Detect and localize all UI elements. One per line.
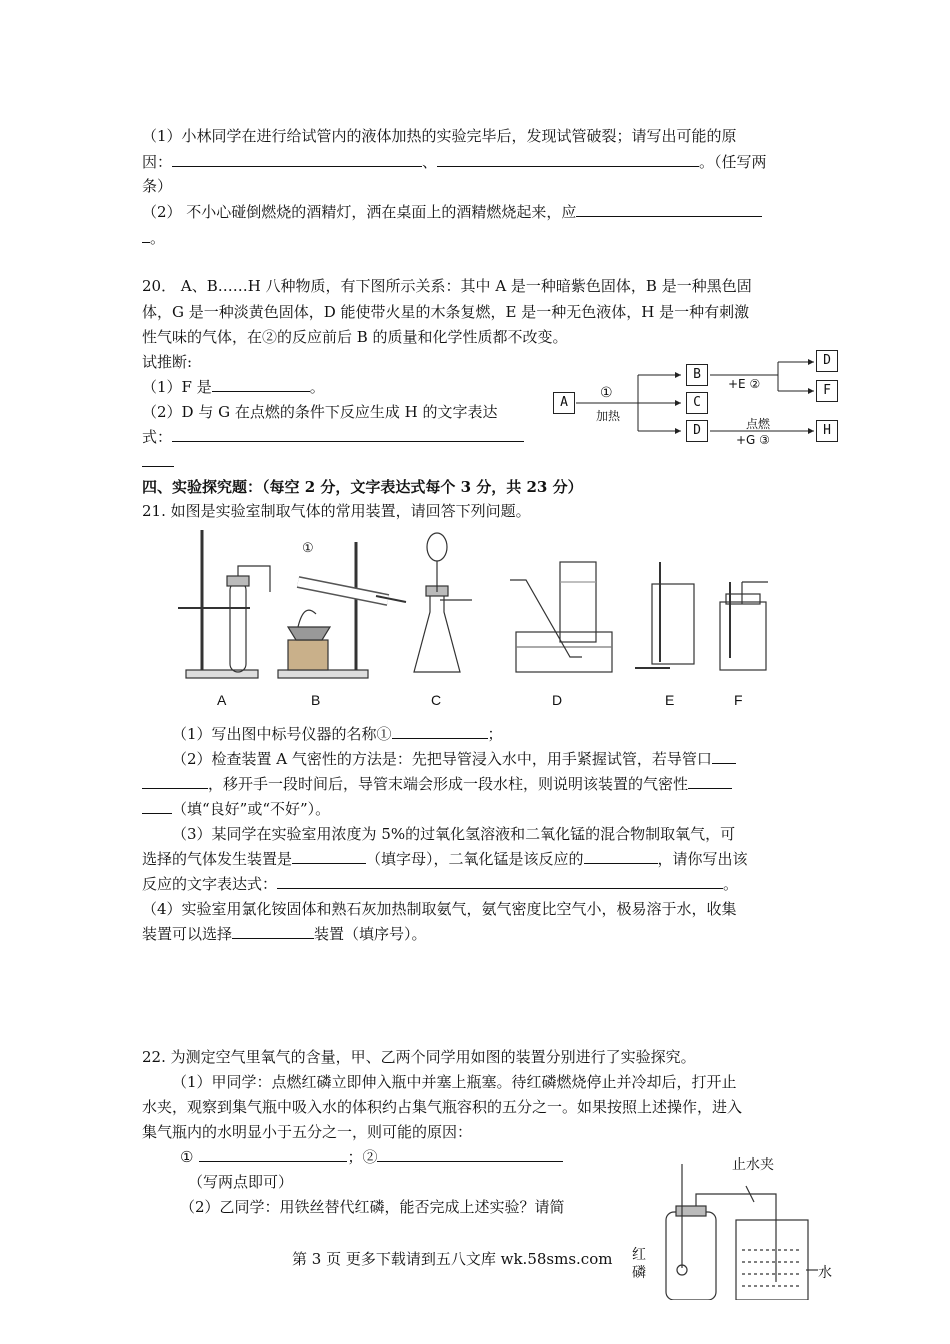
ignite-label: 点燃 (746, 417, 771, 431)
node-c: C (686, 392, 708, 414)
q21-p3-text-b: （填字母），二氧化锰是该反应的 (366, 850, 584, 868)
q19-separator: 、 (422, 153, 438, 171)
clip-label: 止水夹 (732, 1157, 774, 1173)
q21-p2-text2: ，移开手一段时间后，导管末端会形成一段水柱，则说明该装置的气密性 (208, 775, 689, 793)
page-footer: 第 3 页 更多下载请到五八文库 wk.58sms.com (292, 1250, 613, 1268)
q20-line3: 性气味的气体，在②的反应前后 B 的质量和化学性质都不改变。 (142, 328, 568, 346)
q21-apparatus-figure (170, 522, 780, 690)
q21-part4-line2 (142, 924, 427, 944)
q21-part2-line1 (172, 749, 736, 769)
q21-blank-formula[interactable] (277, 874, 723, 889)
q21-part4-line1: （4）实验室用氯化铵固体和熟石灰加热制取氨气，氨气密度比空气小，极易溶于水，收集 (142, 900, 737, 918)
q21-blank-generator[interactable] (292, 849, 366, 864)
q22-part2-line1: （2）乙同学：用铁丝替代红磷，能否完成上述实验？请简 (180, 1198, 565, 1216)
q21-blank-catalyst[interactable] (584, 849, 658, 864)
q21-p1-text: （1）写出图中标号仪器的名称① (172, 725, 392, 743)
q21-part3-line1: （3）某同学在实验室用浓度为 5%的过氧化氢溶液和二氧化锰的混合物制取氧气，可 (172, 825, 736, 843)
section4-title: 四、实验探究题：（每空 2 分，文字表达式每个 3 分，共 23 分） (142, 478, 583, 496)
apparatus-mark-1: ① (302, 540, 314, 555)
q20-blank-F[interactable] (212, 377, 310, 392)
q19-any-two: 。（任写两 (699, 153, 767, 171)
q22-hint: （写两点即可） (188, 1173, 294, 1191)
node-f: F (816, 380, 838, 402)
apparatus-d (510, 562, 612, 672)
apparatus-label-a: A (217, 692, 227, 708)
q20-q1-text: （1）F 是 (142, 378, 212, 396)
water-label: 水 (818, 1265, 832, 1281)
q20-blank-formula[interactable] (172, 427, 524, 442)
node-d: D (686, 420, 708, 442)
q22-part1-line2: 水夹，观察到集气瓶中吸入水的体积约占集气瓶容积的五分之一。如果按照上述操作，进入 (142, 1098, 743, 1116)
step1-label: ① (600, 385, 613, 401)
apparatus-label-c: C (431, 692, 442, 708)
q20-relation-diagram (550, 345, 840, 445)
q19-period: 。 (150, 229, 166, 247)
node-a: A (553, 392, 575, 414)
apparatus-f (720, 582, 768, 670)
q22-circle-1: ① (180, 1148, 194, 1166)
q21-p4-text-b: 装置（填序号）。 (314, 925, 427, 943)
node-b: B (686, 364, 708, 386)
q22-intro: 22. 为测定空气里氧气的含量，甲、乙两个同学用如图的装置分别进行了实验探究。 (142, 1048, 696, 1066)
q19-blank-action-cont[interactable] (142, 228, 150, 243)
q22-part1-line3: 集气瓶内的水明显小于五分之一，则可能的原因： (142, 1123, 473, 1141)
q21-p3-formula-label: 反应的文字表达式： (142, 875, 278, 893)
q21-blank-instrument[interactable] (392, 724, 488, 739)
node-h: H (816, 420, 838, 442)
q21-part1 (172, 724, 503, 744)
q21-blank-tightness-cont[interactable] (142, 799, 172, 814)
node-d2: D (816, 350, 838, 372)
q21-blank-collector[interactable] (232, 924, 314, 939)
apparatus-a (178, 530, 270, 678)
apparatus-e (635, 562, 694, 668)
q21-p1-end: ； (487, 725, 503, 743)
q21-p3-text-c: ，请你写出该 (657, 850, 748, 868)
q22-blank-reason-2[interactable] (377, 1147, 563, 1162)
q19-cause-label: 因： (142, 153, 173, 171)
phosphorus-label-1: 红 (632, 1247, 646, 1263)
q20-line2: 体，G 是一种淡黄色固体，D 能使带火星的木条复燃，E 是一种无色液体，H 是一种有刺激 (142, 303, 750, 321)
q22-apparatus-figure (630, 1150, 830, 1300)
q19-blank-cause-1[interactable] (172, 152, 422, 167)
q20-q1-period: 。 (309, 378, 325, 396)
apparatus-label-b: B (311, 692, 321, 708)
q19-part1-line3: 条） (142, 177, 173, 195)
q21-p2-text3: （填“良好”或“不好”）。 (172, 800, 331, 818)
q20-question2: （2）D 与 G 在点燃的条件下反应生成 H 的文字表达 (142, 403, 498, 421)
q21-part2-line2 (142, 774, 732, 794)
q21-part2-line3 (142, 799, 330, 819)
q19-blank-cause-2[interactable] (437, 152, 699, 167)
q20-line4: 试推断: (142, 353, 193, 371)
apparatus-c (414, 533, 472, 672)
q22-apparatus-svg (630, 1150, 830, 1300)
q20-question2-line3 (142, 452, 174, 472)
apparatus-label-e: E (665, 692, 675, 708)
plus-e-label: +E ② (728, 377, 761, 391)
q22-blank-reason-1[interactable] (199, 1147, 347, 1162)
q21-blank-bubbles-cont[interactable] (142, 774, 208, 789)
q20-line1: 20． A、B……H 八种物质，有下图所示关系：其中 A 是一种暗紫色固体，B 是一种黑色固 (142, 277, 752, 295)
q19-blank-action[interactable] (576, 202, 762, 217)
plus-g-label: +G ③ (736, 433, 770, 447)
q21-p4-text-a: 装置可以选择 (142, 925, 233, 943)
q22-part1-line1: （1）甲同学：点燃红磷立即伸入瓶中并塞上瓶塞。待红磷燃烧停止并冷却后，打开止 (172, 1073, 737, 1091)
q20-question1 (142, 377, 325, 397)
q19-part2-line2 (142, 228, 165, 248)
q21-blank-bubbles[interactable] (712, 749, 736, 764)
q19-part2-line1 (142, 202, 762, 222)
q22-blanks-line (180, 1147, 563, 1167)
q21-intro: 21. 如图是实验室制取气体的常用装置，请回答下列问题。 (142, 502, 531, 520)
q21-p3-end: 。 (723, 875, 739, 893)
q20-question2-line2 (142, 427, 524, 447)
q22-circle-2: ；② (347, 1148, 378, 1166)
q21-p2-text: （2）检查装置 A 气密性的方法是：先把导管浸入水中，用手紧握试管，若导管口 (172, 750, 712, 768)
phosphorus-label-2: 磷 (632, 1265, 646, 1281)
q19-part2-text: （2） 不小心碰倒燃烧的酒精灯，洒在桌面上的酒精燃烧起来，应 (142, 203, 577, 221)
q20-formula-label: 式： (142, 428, 173, 446)
q21-part3-line2 (142, 849, 748, 869)
q19-part1-line1: （1）小林同学在进行给试管内的液体加热的实验完毕后，发现试管破裂；请写出可能的原 (142, 127, 737, 145)
q21-blank-tightness[interactable] (688, 774, 732, 789)
apparatus-label-f: F (734, 692, 743, 708)
apparatus-b (278, 542, 406, 678)
q20-blank-formula-cont[interactable] (142, 452, 174, 467)
apparatus-label-d: D (552, 692, 563, 708)
q21-p3-text-a: 选择的气体发生装置是 (142, 850, 293, 868)
q19-part1-line2 (142, 152, 767, 172)
heat-label: 加热 (596, 409, 621, 423)
q21-part3-line3 (142, 874, 738, 894)
